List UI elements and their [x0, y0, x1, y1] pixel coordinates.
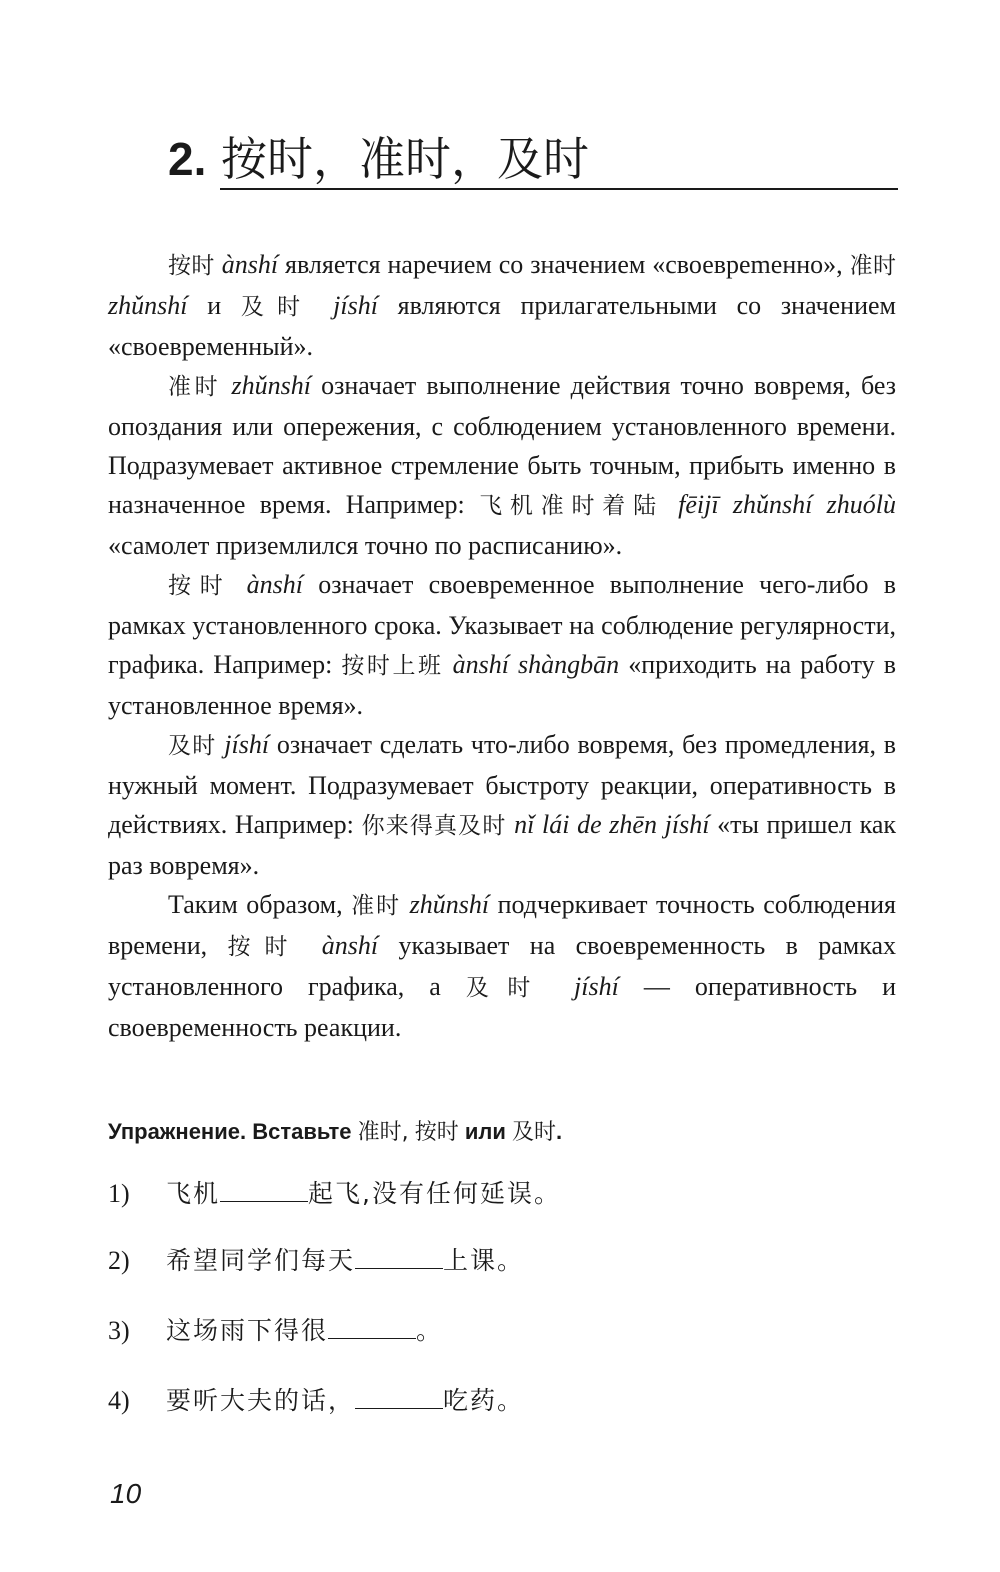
text-run: [215, 250, 222, 279]
text-run: указывает на своевременность в рамках установленного графика, а: [108, 931, 897, 1001]
pinyin-term: ànshí: [221, 250, 279, 279]
paragraph: [108, 366, 896, 565]
heading-underline: [220, 188, 898, 190]
item-text-before: 希望同学们每天: [166, 1246, 356, 1275]
chinese-term: 按时: [168, 573, 232, 599]
text-run: является наречием со значением «своевреmенно»,: [278, 250, 850, 279]
exercise-title: [108, 1115, 562, 1146]
text-run: означает сделать что-либо вовремя, без промедления, в нужный момент. Подразумевает быстроту реакции, оперативность в действиях. Например:: [108, 730, 897, 839]
text-run: «самолет приземлился точно по расписанию».: [108, 531, 623, 560]
text-run: [231, 570, 246, 599]
text-run: означает выполнение действия точно вовремя, без опоздания или опережения, с соблюдением установленного времени. Подразумевает активное стремление быть точным, прибыть именно в назначенное время. Например:: [108, 371, 897, 519]
section-number: 2.: [168, 133, 207, 185]
exercise-period: .: [556, 1119, 563, 1144]
text-run: [301, 931, 321, 960]
chinese-term: 飞机准时着陆: [479, 493, 664, 519]
chinese-term: 准时: [168, 374, 222, 400]
exercise-item: [108, 1240, 524, 1280]
pinyin-term: zhǔnshí: [409, 890, 490, 919]
text-run: — оперативность и своевременность реакции.: [108, 972, 897, 1042]
text-run: [664, 490, 678, 519]
item-text-before: 这场雨下得很: [166, 1316, 329, 1345]
exercise-option-zhunshi: 准时,: [357, 1120, 409, 1145]
text-run: [549, 972, 574, 1001]
answer-blank[interactable]: [328, 1310, 416, 1339]
exercise-item: [108, 1310, 443, 1350]
item-number: 2): [108, 1246, 130, 1275]
text-run: [444, 650, 453, 679]
paragraph: [108, 725, 896, 885]
chinese-term: 按时上班: [341, 653, 444, 679]
text-run: [506, 810, 514, 839]
pinyin-term: jíshí: [224, 730, 270, 759]
text-run: [221, 371, 231, 400]
chinese-term: 及时: [240, 294, 314, 320]
text-run: означает своевременное выполнение чего-либо в рамках установленного срока. Указывает на соблюдение регулярности, графика. Например:: [108, 570, 897, 679]
exercise-or: или: [464, 1119, 506, 1144]
text-run: подчеркивает точность соблюдения времени,: [108, 890, 897, 960]
item-text-before: 要听大夫的话，: [166, 1386, 356, 1415]
item-text-after: 上课。: [443, 1246, 525, 1275]
item-number: 4): [108, 1386, 130, 1415]
exercise-item: [108, 1380, 524, 1420]
pinyin-term: zhǔnshí: [108, 291, 188, 320]
item-number: 1): [108, 1179, 130, 1208]
exercise-label: Упражнение. Вставьте: [108, 1119, 352, 1144]
chinese-term: 按时: [227, 934, 302, 960]
pinyin-term: zhǔnshí: [231, 371, 311, 400]
chinese-term: 及时: [465, 975, 549, 1001]
chinese-term: 按时: [168, 253, 215, 279]
text-run: [313, 291, 333, 320]
page-number: 10: [110, 1478, 142, 1509]
answer-blank[interactable]: [355, 1380, 443, 1409]
answer-blank[interactable]: [355, 1240, 443, 1269]
text-run: являются прилагательными со значением «своевременный».: [108, 291, 897, 361]
text-run: «приходить на работу в установленное время».: [108, 650, 897, 720]
chinese-term: 准时: [351, 893, 402, 919]
chinese-term: 你来得真及时: [361, 813, 507, 839]
paragraph: [108, 885, 896, 1047]
section-title: 按时，准时，及时: [221, 132, 589, 186]
pinyin-term: jíshí: [333, 291, 378, 320]
answer-blank[interactable]: [220, 1173, 308, 1202]
pinyin-term: ànshí shàngbān: [452, 650, 620, 679]
section-heading: [168, 128, 898, 190]
exercise-option-jishi: 及时: [512, 1120, 557, 1145]
paragraph: [108, 245, 896, 366]
pinyin-term: ànshí: [321, 931, 379, 960]
item-number: 3): [108, 1316, 130, 1345]
text-run: и: [187, 291, 241, 320]
item-text-after: 起飞,没有任何延误。: [308, 1179, 561, 1208]
item-text-after: 。: [416, 1316, 444, 1345]
text-run: [401, 890, 410, 919]
pinyin-term: jíshí: [574, 972, 619, 1001]
paragraph: [108, 565, 896, 725]
pinyin-term: ànshí: [246, 570, 303, 599]
exercise-item: [108, 1173, 561, 1213]
item-text-before: 飞机: [166, 1179, 221, 1208]
exercise-option-anshi: 按时: [414, 1120, 459, 1145]
pinyin-term: nǐ lái de zhēn jíshí: [514, 810, 710, 839]
text-run: «ты пришел как раз вовремя».: [108, 810, 896, 880]
chinese-term: 及时: [168, 733, 217, 759]
item-text-after: 吃药。: [443, 1386, 525, 1415]
text-run: Таким образом,: [168, 890, 352, 919]
body-text: [108, 245, 896, 1047]
chinese-term: 准时: [849, 253, 896, 279]
pinyin-term: fēijī zhǔnshí zhuólù: [678, 490, 896, 519]
